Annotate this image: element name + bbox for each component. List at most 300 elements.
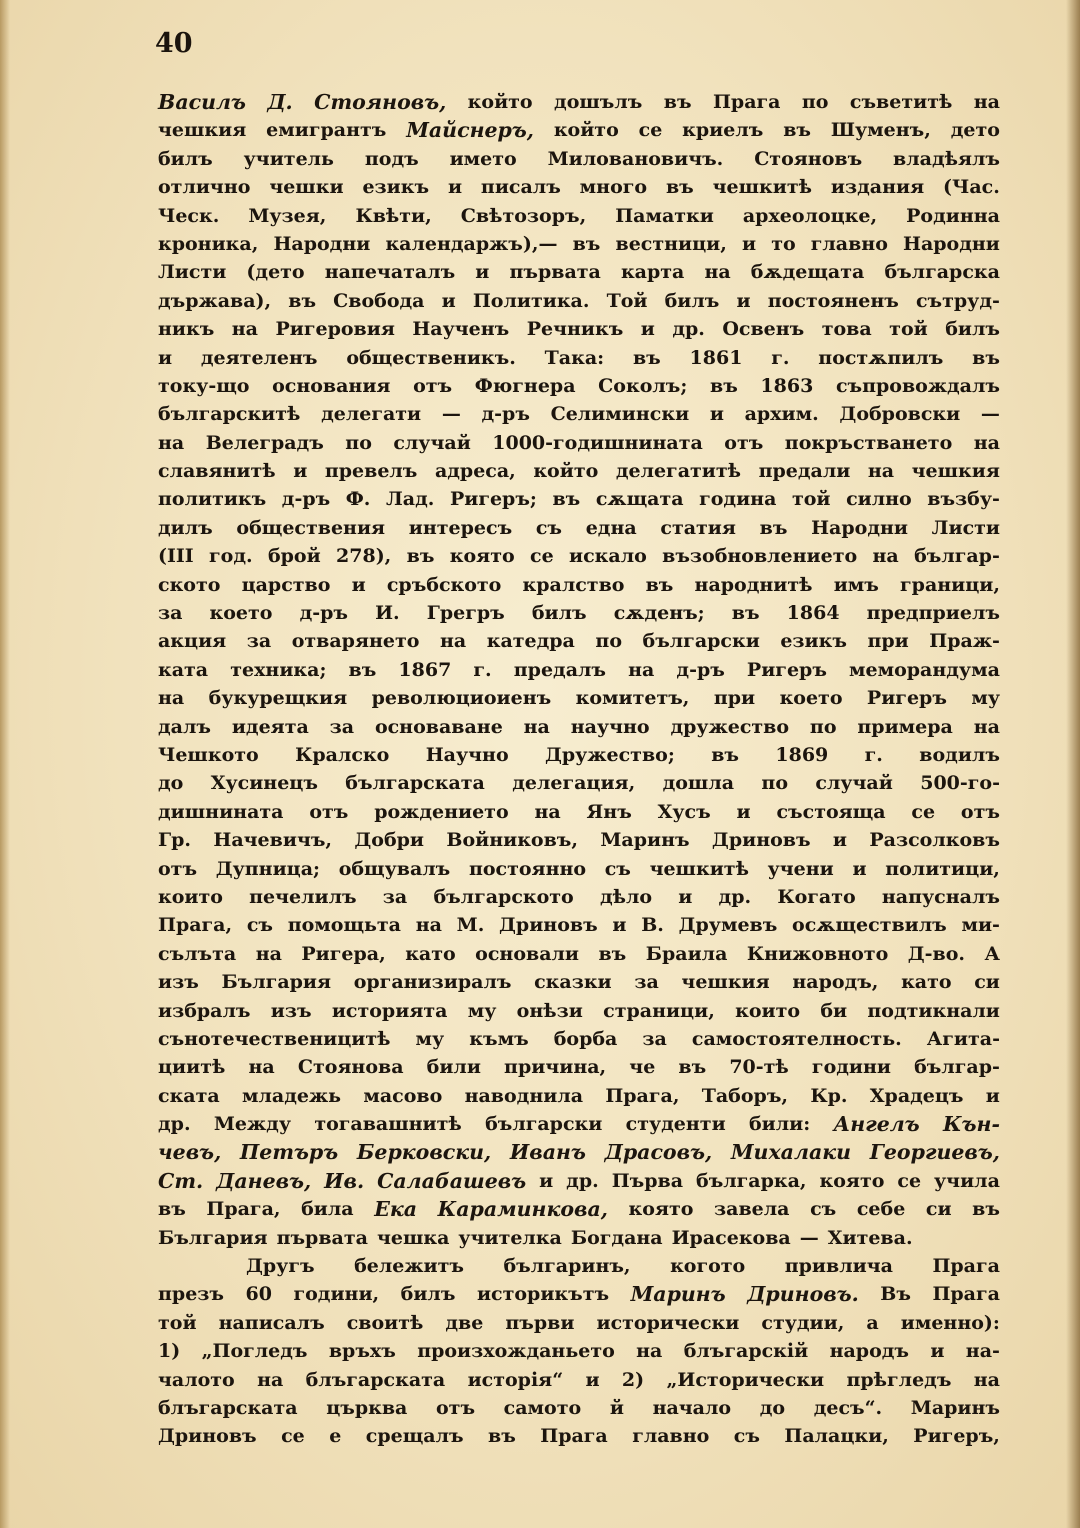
word: Народни xyxy=(811,516,908,539)
word: Квѣти, xyxy=(355,204,432,227)
word: Първа xyxy=(611,1169,684,1192)
word: за xyxy=(158,602,183,625)
word: Речникъ xyxy=(526,318,624,341)
word: които xyxy=(158,885,223,908)
word: самото xyxy=(503,1396,582,1419)
word: год. xyxy=(209,545,253,568)
word: идеята xyxy=(231,715,309,738)
word: и xyxy=(539,1169,554,1192)
word: брой xyxy=(267,545,321,568)
text-line xyxy=(158,1138,1000,1166)
word: и xyxy=(832,829,848,852)
word: дѣло xyxy=(599,885,653,908)
text-line xyxy=(158,855,1000,883)
word: Ческ. xyxy=(158,204,220,227)
word: дишнината xyxy=(158,800,284,823)
word: къмъ xyxy=(469,1027,529,1050)
word: и xyxy=(475,261,490,284)
word: Свѣтозоръ, xyxy=(460,204,587,227)
word: били: xyxy=(748,1113,811,1136)
word: примера xyxy=(857,715,953,738)
word: основали xyxy=(475,942,579,965)
word: си xyxy=(974,971,1000,994)
word: и xyxy=(852,857,867,880)
word: се xyxy=(530,545,554,568)
word: въ xyxy=(632,346,661,369)
word: чешкитѣ xyxy=(649,857,749,880)
word: й xyxy=(609,1396,624,1419)
word: циитѣ xyxy=(158,1056,226,1079)
italic-word: Д. xyxy=(267,90,293,114)
word: Маринъ xyxy=(600,829,690,852)
text-line xyxy=(158,344,1000,372)
word: — xyxy=(980,403,1000,426)
word: Освенъ xyxy=(722,318,805,341)
word: Между xyxy=(213,1113,292,1136)
word: ската xyxy=(158,1084,220,1107)
word: политици, xyxy=(885,857,1000,880)
word: Хитева. xyxy=(827,1226,913,1249)
word: на xyxy=(872,545,899,568)
word: Листи xyxy=(931,516,1000,539)
word: която xyxy=(628,1198,694,1221)
word: акция xyxy=(158,630,227,653)
word: чешкия xyxy=(681,971,770,994)
word: завела xyxy=(714,1198,790,1221)
italic-word: Майснеръ, xyxy=(406,118,534,143)
word: му xyxy=(971,687,1000,710)
word: по xyxy=(801,91,829,113)
word: въ xyxy=(348,658,377,681)
word: народнитѣ xyxy=(694,573,813,596)
word: на xyxy=(231,318,258,341)
word: Той xyxy=(606,289,648,312)
word: никъ xyxy=(158,318,215,341)
word: отъ xyxy=(436,1396,476,1419)
word: на xyxy=(439,630,467,653)
italic-word: Караминкова, xyxy=(437,1197,608,1222)
word: 1) xyxy=(158,1340,181,1363)
word: покръстването xyxy=(784,431,953,454)
word: български xyxy=(485,1113,603,1136)
word: др. xyxy=(718,885,752,908)
word: студенти xyxy=(625,1113,726,1136)
word: Ригера, xyxy=(301,942,386,965)
word: Агита- xyxy=(926,1027,1000,1050)
word: Дриновъ xyxy=(711,829,811,852)
word: кралство xyxy=(522,573,625,596)
word: силно xyxy=(846,488,912,511)
word: издания xyxy=(830,176,925,199)
word: църква xyxy=(326,1396,408,1419)
word: години, xyxy=(293,1283,380,1306)
word: Лад. xyxy=(385,488,435,511)
text-line xyxy=(158,287,1000,315)
word: въ xyxy=(488,1425,516,1448)
word: въ xyxy=(406,545,435,568)
word: страници, xyxy=(603,999,715,1022)
word: и xyxy=(930,1340,945,1363)
word: младежь xyxy=(241,1084,342,1107)
text-line xyxy=(158,145,1000,173)
word: главно xyxy=(632,1425,710,1448)
word: водилъ xyxy=(919,743,1000,766)
word: 1867 xyxy=(398,658,452,681)
word: блъгарската xyxy=(305,1368,446,1391)
word: Паматки xyxy=(615,204,714,227)
word: 1864 xyxy=(786,602,840,625)
word: предприелъ xyxy=(866,602,1000,625)
italic-word: Кън- xyxy=(942,1112,1000,1137)
word: имъ xyxy=(833,573,879,596)
word: 1863 xyxy=(760,374,814,397)
word: за xyxy=(634,971,659,994)
word: на xyxy=(257,1368,284,1391)
word: изъ xyxy=(270,999,312,1022)
word: самостоятелность. xyxy=(691,1027,902,1050)
word: Соколъ; xyxy=(598,374,688,397)
page-edge-right xyxy=(1066,0,1080,1528)
word: постоянно xyxy=(468,857,587,880)
word: букурещкия xyxy=(208,687,348,710)
word: името xyxy=(449,147,517,170)
word: въ xyxy=(731,602,760,625)
word: въ xyxy=(572,232,601,255)
word: на xyxy=(415,914,442,937)
word: Ригеръ, xyxy=(913,1425,1000,1448)
word: дето xyxy=(950,119,1000,142)
word: за xyxy=(329,715,355,738)
word: печелилъ xyxy=(249,885,357,908)
word: които xyxy=(735,999,801,1022)
text-line xyxy=(158,1252,1000,1280)
word: Ригеровия xyxy=(275,318,395,341)
italic-word: Ив. xyxy=(324,1168,365,1193)
word: чешкия xyxy=(911,460,1000,483)
italic-word: Петъръ xyxy=(239,1140,339,1165)
word: Кр. xyxy=(810,1084,848,1107)
word: учителка xyxy=(458,1226,562,1249)
word: народъ xyxy=(829,1340,909,1363)
word: др. xyxy=(566,1169,599,1192)
word: дошла xyxy=(662,772,735,795)
word: Ф. xyxy=(345,488,371,511)
word: на- xyxy=(965,1340,1000,1363)
word: съ xyxy=(246,914,273,937)
word: отъ xyxy=(309,800,349,823)
word: по xyxy=(595,630,622,653)
word: избралъ xyxy=(158,999,251,1022)
word: Стоянова xyxy=(297,1056,404,1079)
word: и xyxy=(585,1368,600,1391)
text-line xyxy=(158,400,1000,428)
word: студии, xyxy=(761,1311,845,1334)
word: и xyxy=(678,885,693,908)
word: е xyxy=(329,1425,342,1448)
word: ми- xyxy=(961,914,1000,937)
word: той xyxy=(158,1311,197,1334)
word: календаржъ),— xyxy=(385,232,558,255)
word: написалъ xyxy=(218,1311,325,1334)
word: Чешкото xyxy=(158,743,259,766)
text-line xyxy=(158,1224,1000,1252)
word: владѣялъ xyxy=(893,147,1000,170)
word: сълъта xyxy=(158,942,237,965)
word: Разсолковъ xyxy=(869,829,1000,852)
word: съ xyxy=(810,1198,837,1221)
word: делегация, xyxy=(512,772,636,795)
word: Народни xyxy=(903,232,1000,255)
word: А xyxy=(984,942,1000,965)
word: той xyxy=(889,318,928,341)
word: Богдана xyxy=(570,1226,663,1249)
word: вестници, xyxy=(615,232,727,255)
word: прѣгледъ xyxy=(846,1368,952,1391)
word: Начевичъ, xyxy=(213,829,333,852)
word: И. xyxy=(375,602,400,625)
word: и xyxy=(709,403,724,426)
word: България xyxy=(158,1226,268,1249)
word: на xyxy=(158,431,185,454)
word: а xyxy=(866,1311,879,1334)
word: сътруд- xyxy=(915,289,1000,312)
word: въ xyxy=(663,91,692,113)
word: делегати xyxy=(321,403,422,426)
word: билъ xyxy=(158,147,213,170)
word: българка, xyxy=(696,1169,807,1192)
word: България xyxy=(221,971,332,994)
word: по xyxy=(809,715,837,738)
word: писалъ xyxy=(480,176,561,199)
word: наводнила xyxy=(464,1084,584,1107)
word: българинъ, xyxy=(503,1255,631,1278)
word: архим. xyxy=(744,403,819,426)
text-line xyxy=(158,1422,1000,1450)
word: въ xyxy=(972,1198,1000,1221)
word: и xyxy=(293,460,308,483)
text-line xyxy=(158,997,1000,1025)
word: първи xyxy=(505,1311,575,1334)
word: на xyxy=(973,91,1000,113)
word: въ xyxy=(759,516,788,539)
word: сказки xyxy=(534,971,612,994)
word: езикъ xyxy=(362,176,430,199)
word: въ xyxy=(972,346,1000,369)
word: и xyxy=(736,289,751,312)
word: сѫщата xyxy=(595,488,684,511)
word: 70-тѣ xyxy=(729,1056,789,1079)
text-line xyxy=(158,684,1000,712)
word: му xyxy=(415,1027,445,1050)
word: въ xyxy=(645,573,674,596)
word: той xyxy=(791,488,831,511)
word: Селимински xyxy=(550,403,690,426)
word: което xyxy=(779,687,843,710)
word: историкътъ xyxy=(476,1283,610,1306)
word: г. xyxy=(771,346,790,369)
word: учила xyxy=(934,1169,1000,1192)
word: Ирасекова xyxy=(671,1226,791,1249)
word: главно xyxy=(810,232,888,255)
word: М. xyxy=(456,914,485,937)
word: напечаталъ xyxy=(324,261,456,284)
word: на xyxy=(636,1340,663,1363)
word: че xyxy=(629,1056,656,1079)
text-line xyxy=(158,202,1000,230)
word: и xyxy=(441,289,456,312)
word: катедра xyxy=(486,630,575,653)
word: Листи xyxy=(158,261,227,284)
word: историята xyxy=(331,999,448,1022)
word: Прага, xyxy=(206,1198,281,1221)
word: една xyxy=(585,516,637,539)
word: др. xyxy=(158,1113,191,1136)
text-line xyxy=(158,485,1000,513)
text-line xyxy=(158,1280,1000,1308)
word: като xyxy=(405,942,456,965)
word: „Исторически xyxy=(666,1368,825,1391)
word: осѫществилъ xyxy=(792,914,947,937)
text-line xyxy=(158,911,1000,939)
word: въ xyxy=(710,374,738,397)
word: др. xyxy=(672,318,705,341)
word: българското xyxy=(433,885,574,908)
word: предалъ xyxy=(513,658,606,681)
word: съ xyxy=(733,1425,760,1448)
word: възобновлението xyxy=(662,545,858,568)
word: техника; xyxy=(230,658,327,681)
word: именно): xyxy=(900,1311,1000,1334)
word: комитетъ, xyxy=(575,687,690,710)
word: г. xyxy=(864,743,883,766)
word: Стояновъ xyxy=(754,147,863,170)
italic-word: Драсовъ, xyxy=(604,1140,713,1165)
text-line xyxy=(158,1366,1000,1394)
text-line xyxy=(158,656,1000,684)
word: отъ xyxy=(413,374,453,397)
word: Прага xyxy=(932,1283,1000,1306)
word: археолоцке, xyxy=(742,204,878,227)
word: и xyxy=(447,176,463,199)
word: въ xyxy=(598,942,627,965)
italic-word: Иванъ xyxy=(509,1140,586,1165)
text-line xyxy=(158,769,1000,797)
word: подтикнали xyxy=(867,999,1000,1022)
word: далъ xyxy=(158,715,211,738)
word: отварянето xyxy=(291,630,420,653)
word: българ- xyxy=(914,1056,1000,1079)
word: на xyxy=(973,1368,1000,1391)
text-line xyxy=(158,1394,1000,1422)
word: криелъ xyxy=(682,119,764,142)
word: дилъ xyxy=(158,516,213,539)
word: бѫдещата xyxy=(750,261,865,284)
word: се xyxy=(911,800,936,823)
italic-word: Берковски, xyxy=(356,1140,492,1165)
word: на xyxy=(534,800,561,823)
word: (III xyxy=(158,545,194,568)
word: статия xyxy=(660,516,736,539)
word: която xyxy=(819,1169,885,1192)
word: на xyxy=(158,687,185,710)
word: Ригеръ xyxy=(746,658,827,681)
word: г. xyxy=(473,658,492,681)
word: — xyxy=(799,1226,819,1249)
word: току-що xyxy=(158,374,250,397)
word: съветитѣ xyxy=(849,91,953,113)
word: на xyxy=(973,715,1000,738)
text-line xyxy=(158,968,1000,996)
word: изъ xyxy=(158,971,199,994)
word: се xyxy=(897,1169,922,1192)
word: Праж- xyxy=(929,630,1000,653)
word: българскитѣ xyxy=(158,403,301,426)
word: сънотечественицитѣ xyxy=(158,1027,391,1050)
text-line xyxy=(158,883,1000,911)
text-line xyxy=(158,258,1000,286)
italic-word: Ангелъ xyxy=(833,1112,920,1137)
word: Музея, xyxy=(248,204,327,227)
word: Д-во. xyxy=(907,942,966,965)
word: Прага xyxy=(932,1255,1000,1278)
word: когото xyxy=(670,1255,746,1278)
word: Народни xyxy=(273,232,371,255)
word: Фюгнера xyxy=(474,374,576,397)
italic-word: Михалаки xyxy=(730,1140,852,1165)
word: Таборъ, xyxy=(701,1084,789,1107)
word: билъ xyxy=(400,1283,456,1306)
word: своитѣ xyxy=(346,1311,424,1334)
word: при xyxy=(713,687,756,710)
word: на xyxy=(628,658,655,681)
word: случай xyxy=(393,431,471,454)
text-line xyxy=(158,315,1000,343)
text-line xyxy=(158,826,1000,854)
text-line xyxy=(158,741,1000,769)
word: български xyxy=(642,630,760,653)
word: Войниковъ, xyxy=(446,829,578,852)
word: години xyxy=(811,1056,891,1079)
word: постѫпилъ xyxy=(818,346,944,369)
word: който xyxy=(533,460,599,483)
word: Прага xyxy=(540,1425,608,1448)
word: езикъ xyxy=(780,630,847,653)
word: Ригеръ; xyxy=(449,488,537,511)
word: ката xyxy=(158,658,209,681)
text-line xyxy=(158,940,1000,968)
word: 1000-годишнината xyxy=(492,431,703,454)
word: при xyxy=(867,630,909,653)
word: на xyxy=(523,715,550,738)
word: то xyxy=(771,232,796,255)
word: който xyxy=(467,91,533,113)
word: презъ xyxy=(158,1283,224,1306)
word: Дружество; xyxy=(545,743,675,766)
word: и xyxy=(351,573,366,596)
word: рождението xyxy=(374,800,509,823)
text-line xyxy=(158,429,1000,457)
word: чешка xyxy=(376,1226,450,1249)
page-number: 40 xyxy=(155,28,193,59)
word: граници, xyxy=(900,573,1000,596)
italic-word: Дриновъ. xyxy=(747,1282,859,1307)
text-line xyxy=(158,571,1000,599)
word: общувалъ xyxy=(338,857,451,880)
word: Шуменъ, xyxy=(830,119,931,142)
word: Дриновъ xyxy=(499,914,598,937)
word: учени xyxy=(767,857,834,880)
text-line xyxy=(158,457,1000,485)
